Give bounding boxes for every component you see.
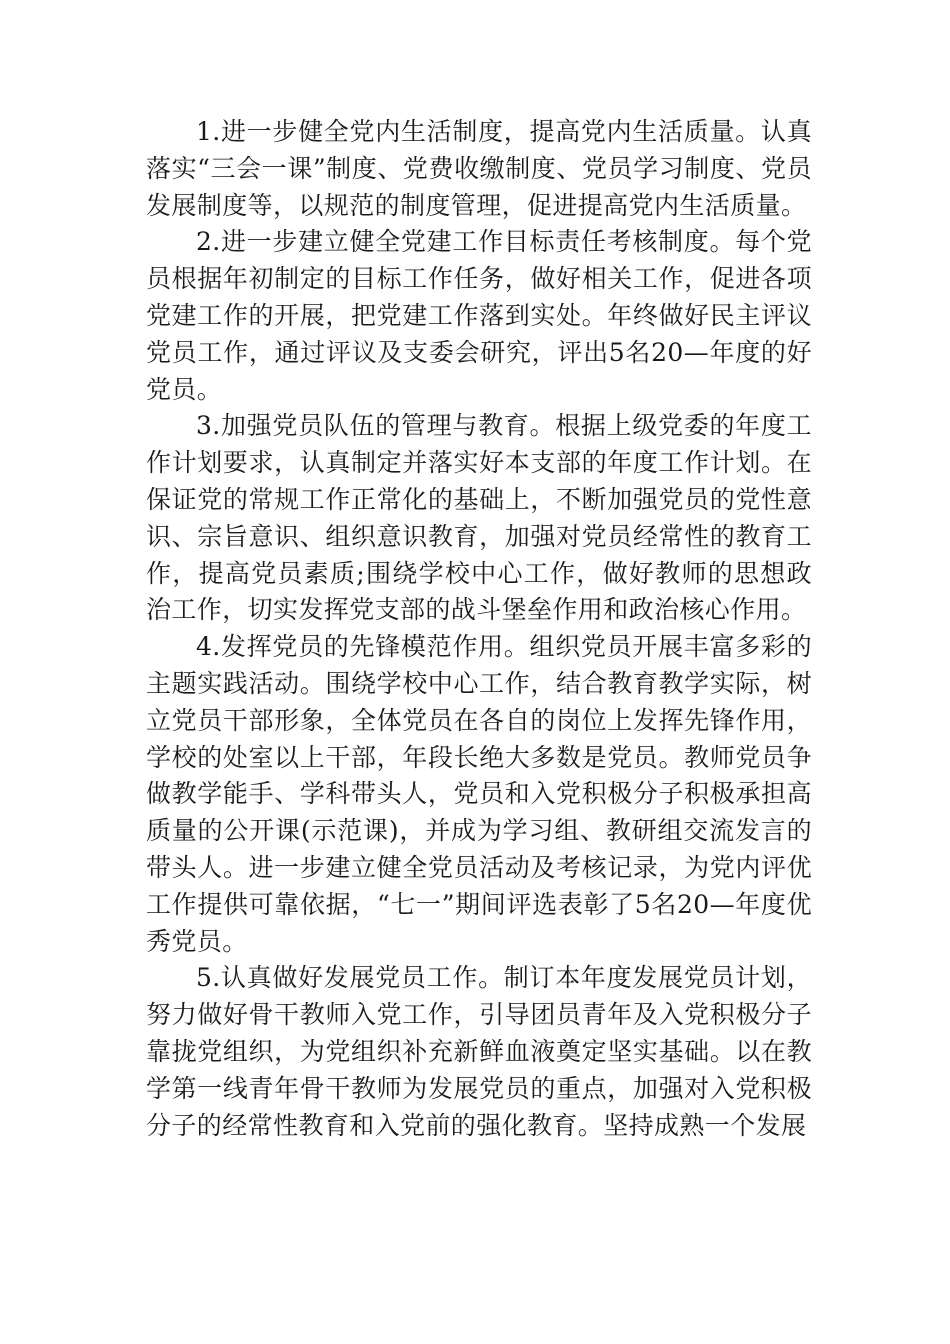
paragraph-3: 3.加强党员队伍的管理与教育。根据上级党委的年度工作计划要求，认真制定并落实好本支部的年度工作计划。在保证党的常规工作正常化的基础上，不断加强党员的党性意识、宗旨意识、组织意识教育，加强对党员经常性的教育工作，提高党员素质;围绕学校中心工作，做好教师的思想政治工作，切实发挥党支部的战斗堡垒作用和政治核心作用。 — [146, 411, 812, 625]
document-body — [146, 114, 812, 1144]
paragraph-4: 4.发挥党员的先锋模范作用。组织党员开展丰富多彩的主题实践活动。围绕学校中心工作，结合教育教学实际，树立党员干部形象，全体党员在各自的岗位上发挥先锋作用，学校的处室以上干部，年段长绝大多数是党员。教师党员争做教学能手、学科带头人，党员和入党积极分子积极承担高质量的公开课(示范课)，并成为学习组、教研组交流发言的带头人。进一步建立健全党员活动及考核记录，为党内评优工作提供可靠依据，“七一”期间评选表彰了5名20—年度优秀党员。 — [146, 632, 812, 956]
paragraph-2: 2.进一步建立健全党建工作目标责任考核制度。每个党员根据年初制定的目标工作任务，做好相关工作，促进各项党建工作的开展，把党建工作落到实处。年终做好民主评议党员工作，通过评议及支委会研究，评出5名20—年度的好党员。 — [146, 227, 812, 404]
paragraph-1: 1.进一步健全党内生活制度，提高党内生活质量。认真落实“三会一课”制度、党费收缴制度、党员学习制度、党员发展制度等，以规范的制度管理，促进提高党内生活质量。 — [146, 117, 812, 220]
paragraph-5: 5.认真做好发展党员工作。制订本年度发展党员计划，努力做好骨干教师入党工作，引导团员青年及入党积极分子靠拢党组织，为党组织补充新鲜血液奠定坚实基础。以在教学第一线青年骨干教师为发展党员的重点，加强对入党积极分子的经常性教育和入党前的强化教育。坚持成熟一个发展 — [146, 963, 812, 1140]
